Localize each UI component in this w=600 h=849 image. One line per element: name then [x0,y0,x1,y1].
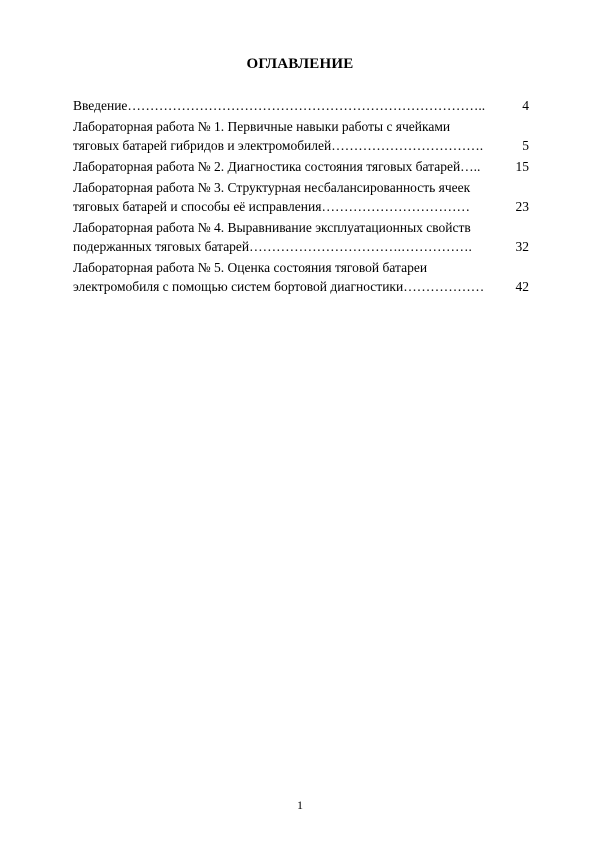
toc-entry-text: Введение…………………………………………………………………….. [73,98,486,113]
toc-entry-line [73,96,529,115]
toc-entry-lab-1 [73,117,529,155]
toc-entry-introduction [73,96,529,115]
toc-entry-text: подержанных тяговых батарей…………………………….……………. [73,239,472,254]
toc-entry-lab-2 [73,157,529,176]
toc-title: ОГЛАВЛЕНИЕ [246,56,354,72]
toc-entry-text: тяговых батарей гибридов и электромобилей……………………………. [73,138,484,153]
toc-entry-text: Лабораторная работа № 4. Выравнивание эксплуатационных свойств [73,220,471,235]
toc-entry-line [73,237,529,256]
toc-entry-lab-3 [73,178,529,216]
toc-entry-line [73,136,529,155]
toc-entry-line [73,197,529,216]
toc-entry-line [73,277,529,296]
page-number: 1 [297,798,303,812]
toc-entry-text: электромобиля с помощью систем бортовой диагностики……………… [73,279,485,294]
toc-entry-page: 5 [522,138,529,153]
toc-entry-lab-5 [73,258,529,296]
toc-entry-page: 15 [515,159,529,174]
toc-entry-page: 4 [522,98,529,113]
toc-entry-text: Лабораторная работа № 3. Структурная несбалансированность ячеек [73,180,471,195]
toc-entry-page: 42 [515,279,529,294]
table-of-contents [73,96,529,298]
toc-entry-line [73,157,529,176]
toc-entry-page: 32 [515,239,529,254]
toc-entry-lab-4 [73,218,529,256]
toc-entry-text: Лабораторная работа № 1. Первичные навыки работы с ячейками [73,119,451,134]
toc-entry-text: тяговых батарей и способы её исправления…………………………… [73,199,470,214]
toc-entry-text: Лабораторная работа № 2. Диагностика состояния тяговых батарей….. [73,159,481,174]
toc-entry-text: Лабораторная работа № 5. Оценка состояния тяговой батареи [73,260,428,275]
toc-entry-page: 23 [515,199,529,214]
